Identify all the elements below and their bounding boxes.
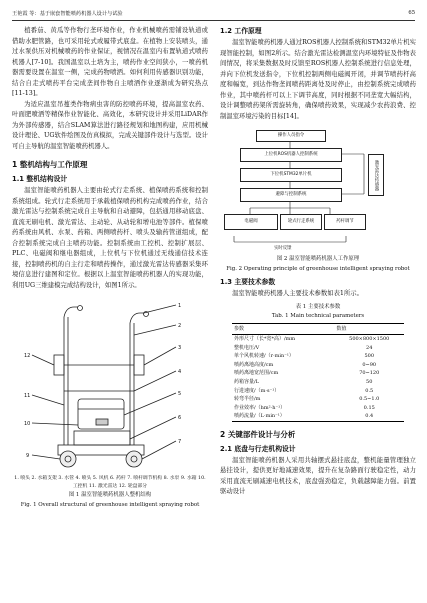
header-rule [12,20,415,21]
table-cell-parameter: 喷药离地高度/cm [234,361,274,368]
figure-1 [12,295,208,473]
solenoid-valve-box: 电磁阀 [224,214,278,230]
table-row [232,369,404,378]
lidar-box: 激光雷达传感器 [368,154,384,196]
svg-text:4: 4 [178,369,182,375]
intro-paragraph-2: 为适应温室吊蔓类作物病虫害的防控喷药环境，提高温室农药、叶面肥喷洒等精保作业智能化、高效化，本研究设计并采用LiDAR作为外部传感器，结合SLAM算法进行路径规划和地图构建，应用机械设计理论、UG软件绘图及仿真模拟，完成关键部件设计与选型。设计可自主导航的温室智能喷药机器人。 [12,100,208,150]
table-row [232,335,404,344]
subsection-heading: 1.2 工作原理 [220,27,262,35]
svg-text:7: 7 [178,439,182,445]
table-cell-value: 500 [364,353,375,360]
wheel-system-box: 轮式行走系统 [280,214,322,230]
subsection-heading: 1.1 整机结构设计 [12,175,68,183]
robot-structure-drawing [12,295,208,473]
table-cell-parameter: 行进速度/（m·s⁻¹） [234,387,280,394]
section-heading: 2 关键部件设计与分析 [220,429,296,439]
operator-command-box: 操作人员指令 [256,130,326,142]
table-cell-parameter: 整机电压/V [234,344,260,351]
page-header [12,9,415,19]
stm32-box: 下位机STM32单片机 [240,168,342,182]
subsection-heading: 2.1 底盘与行走机构设计 [220,444,296,453]
table-cell-value: 24 [366,344,373,351]
table-row [232,395,404,404]
right-column [220,26,416,498]
figure-2 [220,126,416,254]
body-paragraph: 温室智能喷药机器人主要由轮式行走系统、植保喷药系统和控制系统组成。轮式行走系统用于承载植保喷药机构完成喷药作业，结合激光雷达与控制系统完成自主导航和自动避障，包括通用移动底盘、直流无刷电机、激光雷达、主动轮、从动轮和增电池等部件。植保喷药系统由风机、水泵、药箱、两侧喷药杆、喷头及输药管道组成，配合控制系统完成自主喷药功能。控制系统由工控机、控制扩展层、PLC、电磁阀和继电器组成，上位机与下位机通过无线通信技术连接，控制喷药机的自主行走和喷药操作，通过激光雷达传感器采集环境信息进行建图和定位。根据以上温室智能喷药机器人的实现功能，利用UG三维建模完成结构设计，如图1所示。 [12,187,208,289]
svg-text:9: 9 [26,453,30,459]
table-row [232,344,404,353]
table-row [232,361,404,370]
figure-1-caption-en: Fig. 1 Overall structural of greenhouse intelligent spraying robot [20,501,200,508]
parameters-table [232,323,404,422]
table-cell-parameter: 转弯半径/m [234,396,261,403]
svg-text:5: 5 [178,391,182,397]
feedback-label: 实时反馈 [274,246,292,251]
figure-2-caption: 图 2 温室智能喷药机器人工作原理 [276,256,360,262]
table-1-caption-en: Tab. 1 Main technical parameters [271,313,365,319]
svg-text:2: 2 [178,323,182,329]
figure-2-caption-en: Fig. 2 Operating principle of greenhouse intelligent spraying robot [226,265,410,272]
svg-text:10: 10 [24,421,31,427]
boom-adjust-box: 药杆调节 [324,214,366,230]
svg-text:3: 3 [178,345,182,351]
table-row [232,404,404,413]
body-paragraph: 温室智能喷药机器人通过ROS机器人控制系统和STM32单片机实现智能控制，如图2所示。结合激光雷达检测温室内环境特征及作物表间情况，将采集数据及时反馈至ROS机器人控制系统进行信息处理，并向下位机发送指令，下位机控制两侧电磁阀开闭，并调节喷药杆高度和幅宽，到达作物垄间喷药距离处及时停止，由控制系统完成喷药作业，其中喷药杆可以上下调节高度，同时根据不同垄宽大幅结构，设计调整喷药架所需旋转角，确保喷药效果，实现减少农药浪费、控制温室环境污染的目标[14]。 [220,39,416,120]
svg-text:11: 11 [24,393,31,399]
body-paragraph: 温室智能喷药机器人采用共轴摆式悬挂底盘，整机能量管理独立悬挂设计，提供更好地减速效果，提升在复杂路面行驶稳定性，动力采用直流无刷减速电机技术，底盘强劲稳定，负载越障能力强。前置驱动设计 [220,456,416,496]
table-cell-parameter: 外形尺寸（长*宽*高）/mm [234,336,296,342]
table-1-caption: 表 1 主要技术参数 [295,303,341,310]
table-cell-parameter: 单个风机转速/（r·min⁻¹） [234,353,294,360]
table-cell-value: 0~90 [362,361,377,368]
table-cell-value: 500×800×1500 [349,336,390,342]
table-cell-value: 0.15 [363,404,375,411]
table-header: 数值 [334,323,404,335]
intro-paragraph: 植番茄、黄瓜等作物行垄环境作业，作业机械喷药需铺设轨道或借助水肥管路，也可采用轮式或履带式底盘。在植物上安装喷头，通过水泵供压对机械喷药的作业保证，视情况在温室内布置轨道式喷药机器人[7-10]。我国温室以土培为主，喷药作业空间狭小，一喷药机器需要设置在温室一侧，完成药物喷洒。如何利用传感器识别功能，结合自走式喷药平台完成垄间作物自主喷洒作业逐渐成为研究热点[11-13]。 [12,27,208,97]
section-heading: 1 整机结构与工作原理 [12,160,88,169]
table-cell-value: 0.4 [334,412,404,421]
table-row [232,412,404,421]
figure-1-caption: 图 1 温室智能喷药机器人整机结构 [68,492,152,498]
table-cell-value: 70~120 [359,370,380,377]
table-row [232,352,404,361]
figure-1-legend: 1. 喷头 2. 水箱支架 3. 水管 4. 喷头 5. 风机 6. 药杆 7. 喷杆调节机构 8. 水泵 9. 水箱 10. 工控机 11. 激光雷达 12. 轮盘部分 [14,476,206,489]
subsection-heading: 1.3 主要技术参数 [220,278,276,286]
table-cell-value: 0.5~1.0 [359,396,380,403]
body-paragraph: 温室智能喷药机器人主要技术参数如表1所示。 [232,290,363,297]
table-cell-parameter: 喷药离地宽范围/cm [234,370,279,377]
running-title: 王艳霞 等：基于嵌套智能喷药机器人设计与试验 [12,11,123,17]
table-cell-parameter: 药箱容量/L [234,378,260,385]
left-column [12,26,208,510]
table-cell-value: 0.5 [365,387,374,394]
table-row [232,387,404,396]
table-header: 参数 [232,323,334,335]
ros-controller-box: 上位机ROS机器人控制系统 [240,148,342,162]
svg-text:1: 1 [178,303,182,309]
table-cell-parameter: 喷药流量/（L·min⁻¹） [232,412,334,421]
obstacle-control-box: 避障与控制系统 [240,188,342,202]
svg-text:6: 6 [178,415,182,421]
svg-text:12: 12 [24,353,31,359]
table-row [232,378,404,387]
table-cell-parameter: 作业效率/（hm²·h⁻¹） [234,404,286,411]
page-number: 65 [408,10,415,16]
table-cell-value: 50 [366,378,373,385]
